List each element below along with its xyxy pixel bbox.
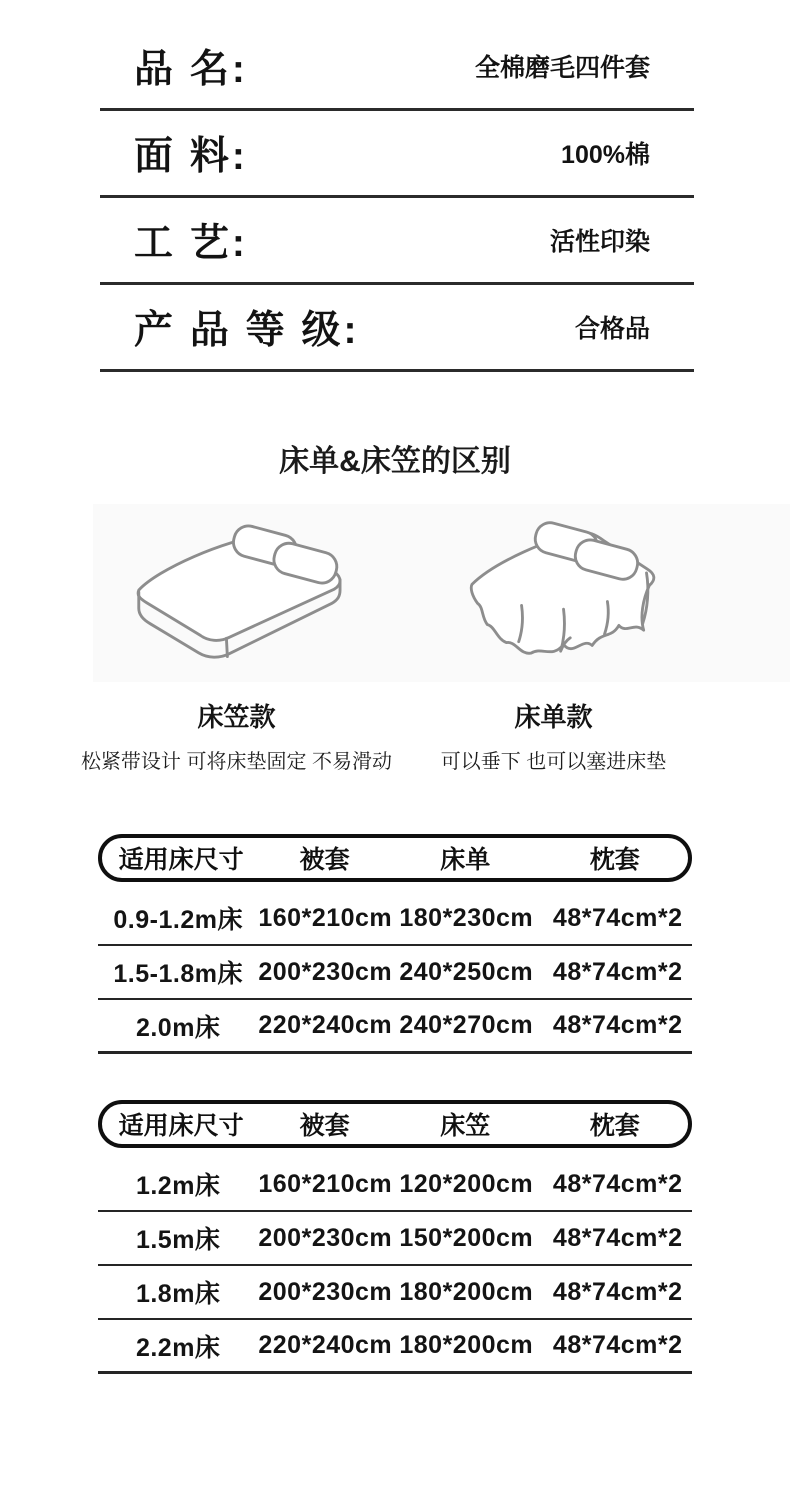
column-header-pillowcase: 枕套 xyxy=(589,1112,640,1140)
cell-pillowcase: 48*74cm*2 xyxy=(552,1331,683,1359)
cell-fitted-sheet: 180*200cm xyxy=(399,1331,534,1359)
cell-flat-sheet: 180*230cm xyxy=(399,903,534,932)
comparison-captions xyxy=(0,682,790,774)
table-row xyxy=(98,1266,692,1320)
product-specs xyxy=(100,24,694,372)
spec-row-fabric xyxy=(100,111,694,198)
comparison-title: 床单&床笠的区别 xyxy=(279,445,511,478)
fitted-sheet-bed-illustration xyxy=(111,515,363,671)
cell-pillowcase: 48*74cm*2 xyxy=(552,957,683,986)
spec-label: 工 艺: xyxy=(134,222,248,265)
spec-label: 面 料: xyxy=(134,135,248,178)
cell-pillowcase: 48*74cm*2 xyxy=(552,1277,683,1306)
cell-fitted-sheet: 180*200cm xyxy=(399,1277,534,1306)
column-header-duvet-cover: 被套 xyxy=(299,846,350,874)
spec-row-craft xyxy=(100,198,694,285)
column-header-duvet-cover: 被套 xyxy=(299,1112,350,1140)
fitted-sheet-column xyxy=(78,515,395,671)
cell-pillowcase: 48*74cm*2 xyxy=(552,903,683,932)
cell-duvet-cover: 200*230cm xyxy=(258,1223,393,1252)
table-row xyxy=(98,1212,692,1266)
cell-bed-size: 1.5-1.8m床 xyxy=(113,960,243,988)
cell-duvet-cover: 160*210cm xyxy=(258,1169,393,1198)
size-table-header xyxy=(98,834,692,882)
flat-sheet-bed-illustration xyxy=(430,513,678,673)
spec-value: 100%棉 xyxy=(561,141,650,169)
spec-value: 合格品 xyxy=(574,315,650,343)
spec-row-grade xyxy=(100,285,694,372)
size-table-header xyxy=(98,1100,692,1148)
sheet-comparison-section xyxy=(0,436,790,774)
size-table-body xyxy=(98,1158,692,1374)
flat-sheet-name: 床单款 xyxy=(514,702,593,732)
cell-bed-size: 1.2m床 xyxy=(135,1172,221,1200)
table-row xyxy=(98,1000,692,1054)
spec-label: 品 名: xyxy=(134,48,248,91)
cell-pillowcase: 48*74cm*2 xyxy=(552,1223,683,1252)
flat-sheet-description: 可以垂下 也可以塞进床垫 xyxy=(440,751,667,773)
cell-flat-sheet: 240*250cm xyxy=(399,957,534,986)
spec-row-product-name xyxy=(100,24,694,111)
fitted-sheet-description: 松紧带设计 可将床垫固定 不易滑动 xyxy=(80,751,393,773)
spec-value: 全棉磨毛四件套 xyxy=(474,54,650,82)
spec-value: 活性印染 xyxy=(549,228,650,256)
cell-duvet-cover: 200*230cm xyxy=(258,957,393,986)
column-header-fitted-sheet: 床笠 xyxy=(440,1112,491,1140)
cell-pillowcase: 48*74cm*2 xyxy=(552,1011,683,1039)
size-table-flat-sheet xyxy=(98,834,692,1054)
cell-bed-size: 2.0m床 xyxy=(135,1013,221,1042)
cell-duvet-cover: 220*240cm xyxy=(258,1011,393,1039)
column-header-flat-sheet: 床单 xyxy=(440,846,491,874)
table-row xyxy=(98,1320,692,1374)
cell-fitted-sheet: 150*200cm xyxy=(399,1223,534,1252)
cell-pillowcase: 48*74cm*2 xyxy=(552,1169,683,1198)
cell-flat-sheet: 240*270cm xyxy=(399,1011,534,1039)
fitted-sheet-caption xyxy=(78,682,395,774)
spec-label: 产 品 等 级: xyxy=(134,309,360,352)
flat-sheet-caption xyxy=(395,682,712,774)
column-header-bed-size: 适用床尺寸 xyxy=(118,846,244,874)
size-table-body xyxy=(98,892,692,1054)
cell-bed-size: 1.5m床 xyxy=(135,1226,221,1254)
column-header-bed-size: 适用床尺寸 xyxy=(118,1112,244,1140)
cell-duvet-cover: 220*240cm xyxy=(258,1331,393,1359)
column-header-pillowcase: 枕套 xyxy=(589,846,640,874)
fitted-sheet-name: 床笠款 xyxy=(197,702,276,732)
table-row xyxy=(98,892,692,946)
cell-bed-size: 2.2m床 xyxy=(135,1333,221,1362)
flat-sheet-column xyxy=(395,513,712,673)
cell-bed-size: 1.8m床 xyxy=(135,1280,221,1308)
table-row xyxy=(98,946,692,1000)
cell-fitted-sheet: 120*200cm xyxy=(399,1169,534,1198)
size-table-fitted-sheet xyxy=(98,1100,692,1374)
table-row xyxy=(98,1158,692,1212)
bed-illustration-strip xyxy=(0,504,790,682)
cell-duvet-cover: 200*230cm xyxy=(258,1277,393,1306)
cell-duvet-cover: 160*210cm xyxy=(258,903,393,932)
cell-bed-size: 0.9-1.2m床 xyxy=(113,906,243,934)
